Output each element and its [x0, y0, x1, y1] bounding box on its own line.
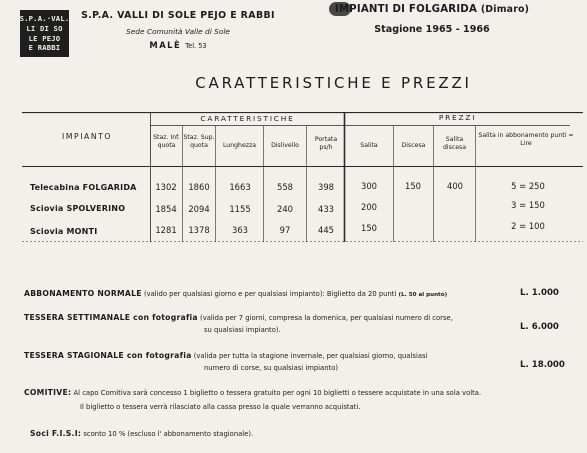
cell-abbonamento: 2 = 100 [511, 221, 545, 231]
title-sub: (Dimaro) [480, 4, 530, 15]
col-lunghezza: Lunghezza [222, 142, 257, 149]
cell-staz-inf: 1854 [155, 204, 177, 214]
cell-staz-sup: 1860 [188, 182, 210, 192]
cell-discesa: 150 [405, 181, 421, 191]
header-caratteristiche: CARATTERISTICHE [200, 114, 295, 123]
comitive-title: COMITIVE: [24, 388, 72, 397]
col-dislivello: Dislivello [271, 142, 299, 149]
col-salita: Salita [360, 142, 378, 149]
stag-text2: numero di corse, su qualsiasi impianto) [204, 364, 339, 372]
company-tel: Tel. 53 [185, 42, 207, 50]
abb-price: L. 1.000 [520, 288, 559, 298]
comitive-text2: Il biglietto o tessera verrà rilasciato alla cassa presso la quale verranno acquistati. [80, 403, 361, 411]
cell-portata: 433 [318, 204, 334, 214]
stag-price: L. 18.000 [520, 360, 565, 370]
comitive-text1: Al capo Comitiva sarà concesso 1 biglietto o tessera gratuito per ogni 10 biglietti o tessere acquistate in una sola volta. [73, 389, 482, 397]
company-logo [20, 10, 69, 57]
sett-price: L. 6.000 [520, 322, 559, 332]
header-impianto: IMPIANTO [62, 132, 112, 141]
cell-dislivello: 558 [277, 182, 293, 192]
cell-staz-inf: 1281 [155, 225, 177, 235]
row-name: Sciovia MONTI [30, 227, 98, 236]
stag-text1: (valida per tutta la stagione invernale, per qualsiasi giorno, qualsiasi [193, 352, 428, 360]
logo-line: E RABBI [28, 43, 61, 53]
cell-salita: 150 [361, 223, 377, 233]
cell-abbonamento: 3 = 150 [511, 200, 545, 210]
abb-text: (valido per qualsiasi giorno e per qualsiasi impianto): Biglietto da 20 punti [143, 290, 397, 298]
comitive-line [24, 388, 481, 397]
row-name: Telecabina FOLGARIDA [30, 183, 137, 192]
col-abbonamento: Salita in abbonamento punti = Lire [478, 132, 574, 147]
company-city [78, 40, 278, 50]
company-name: S.P.A. VALLI DI SOLE PEJO E RABBI [81, 10, 275, 21]
plants-table [22, 112, 583, 242]
header-prezzi: PREZZI [438, 113, 477, 122]
cell-staz-sup: 1378 [188, 225, 210, 235]
stag-title: TESSERA STAGIONALE con fotografia [24, 351, 192, 360]
col-salita-discesa: Salita discesa [442, 136, 467, 151]
cell-lunghezza: 363 [232, 225, 248, 235]
company-block [78, 10, 278, 50]
abb-note: (L. 50 al punto) [398, 292, 448, 298]
col-discesa: Discesa [401, 142, 426, 149]
cell-lunghezza: 1663 [229, 182, 251, 192]
sett-line [24, 313, 453, 322]
cell-dislivello: 97 [279, 225, 291, 235]
col-portata: Portata ps/h [314, 136, 338, 151]
cell-lunghezza: 1155 [229, 204, 251, 214]
sett-title: TESSERA SETTIMANALE con fotografia [24, 313, 198, 322]
city-name: MALÈ [149, 40, 182, 50]
sett-text1: (valida per 7 giorni, compresa la domenica, per qualsiasi numero di corse, [200, 314, 453, 322]
cell-salita-discesa: 400 [447, 181, 463, 191]
cell-staz-inf: 1302 [155, 182, 177, 192]
abb-line [24, 289, 447, 298]
company-sub: Sede Comunità Valle di Sole [126, 27, 230, 36]
cell-abbonamento: 5 = 250 [511, 181, 545, 191]
sett-text2: su qualsiasi impianto). [204, 326, 281, 334]
col-staz-inf: Staz. Inf. quota [153, 134, 180, 149]
cell-staz-sup: 2094 [188, 204, 210, 214]
season-label: Stagione 1965 - 1966 [374, 24, 490, 35]
title-main-line [332, 4, 532, 15]
stag-line [24, 351, 427, 360]
title-block [332, 4, 532, 35]
cell-salita: 300 [361, 181, 377, 191]
cell-portata: 398 [318, 182, 334, 192]
cell-salita: 200 [361, 202, 377, 212]
cell-dislivello: 240 [277, 204, 293, 214]
page-heading: CARATTERISTICHE E PREZZI [195, 74, 472, 92]
col-staz-sup: Staz. Sup. quota [183, 134, 215, 149]
cell-portata: 445 [318, 225, 334, 235]
row-name: Sciovia SPOLVERINO [30, 204, 126, 213]
soci-title: Soci F.I.S.I: [30, 429, 82, 438]
logo-line: S.P.A.·VAL. [19, 14, 70, 24]
soci-line [30, 429, 253, 438]
logo-line: LE PEJO [28, 33, 61, 43]
title-main: IMPIANTI DI FOLGARIDA [334, 4, 478, 15]
soci-text: sconto 10 % (escluso l' abbonamento stagionale). [83, 430, 254, 438]
abb-title: ABBONAMENTO NORMALE [24, 289, 142, 298]
logo-line: LI DI SO [26, 23, 63, 33]
